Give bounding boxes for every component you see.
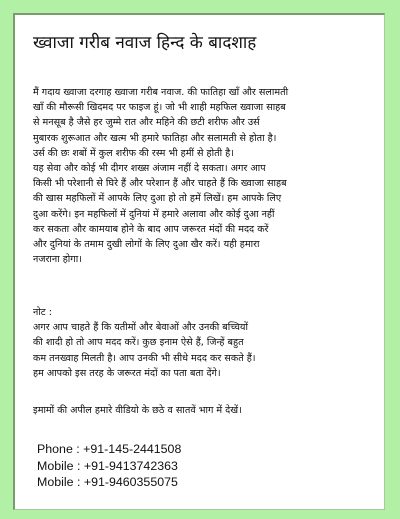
paragraph-line: दुआ करेंगे। इन महफिलों में दुनियां में हमारे अलावा और कोई दुआ नहीं (33, 208, 275, 220)
paragraph-line: यह सेवा और कोई भी दीगर शख्स अंजाम नहीं दे सकता। अगर आप (33, 163, 266, 175)
document-panel (13, 13, 385, 510)
footer-note-text: इमामों की अपील हमारे वीडियो के छठे व सातवें भाग में देखें। (33, 405, 242, 416)
mobile-number: Mobile : +91-9460355075 (37, 475, 178, 489)
paragraph-line: नजराना होगा। (33, 254, 82, 266)
main-paragraph (33, 85, 378, 267)
paragraph-line: खाँ की मौरूसी खिदमद पर फाइज हूं। जो भी शाही महफिल ख्वाजा साहब (33, 102, 286, 114)
paragraph-line: और दुनियां के तमाम दुखी लोगों के लिए दुआ खैर करें। यही हमारा (33, 239, 260, 251)
paragraph-line: की खास महफिलों में आपके लिए दुआ हो तो हमें लिखें। हम आपके लिए (33, 193, 282, 205)
paragraph-line: मुबारक शुरूआत और खत्म भी हमारे फातिहा और सलामती से होता है। (33, 132, 277, 144)
paragraph-line: से मनसूब है जैसे हर जुम्मे रात और महिने की छटी शरीफ और उर्स (33, 117, 260, 129)
mobile-number: Mobile : +91-9413742363 (37, 458, 178, 473)
contact-block (37, 441, 181, 491)
note-section (33, 305, 378, 381)
paragraph-line: कर सकता और कामयाब होने के बाद आप जरूरत मंदों की मदद करें (33, 223, 269, 235)
phone-number: Phone : +91-145-2441508 (37, 442, 182, 456)
note-line: की शादी हो तो आप मदद करें। कुछ इनाम ऐसे हैं, जिन्हें बहुत (33, 337, 244, 349)
paragraph-line: उर्स की छः शबों में कुल शरीफ की रस्म भी हमीं से होती है। (33, 147, 234, 159)
note-heading: नोट : (33, 307, 52, 318)
paragraph-line: किसी भी परेशानी से घिरे हैं और परेशान हैं और चाहते हैं कि ख्वाजा साहब (33, 178, 287, 190)
note-line: अगर आप चाहते हैं कि यतीमों और बेवाओं और उनकी बच्चियों (33, 322, 248, 334)
document-title: ख्वाजा गरीब नवाज हिन्द के बादशाह (33, 33, 257, 53)
note-line: हम आपको इस तरह के जरूरत मंदों का पता बता देंगे। (33, 367, 221, 379)
footer-note (33, 403, 378, 418)
note-line: कम तनख्वाह मिलती है। आप उनकी भी सीधे मदद कर सकते हैं। (33, 352, 256, 364)
paragraph-line: मैं गदाय ख्वाजा दरगाह ख्वाजा गरीब नवाज. की फातिहा खाँ और सलामती (33, 87, 289, 98)
